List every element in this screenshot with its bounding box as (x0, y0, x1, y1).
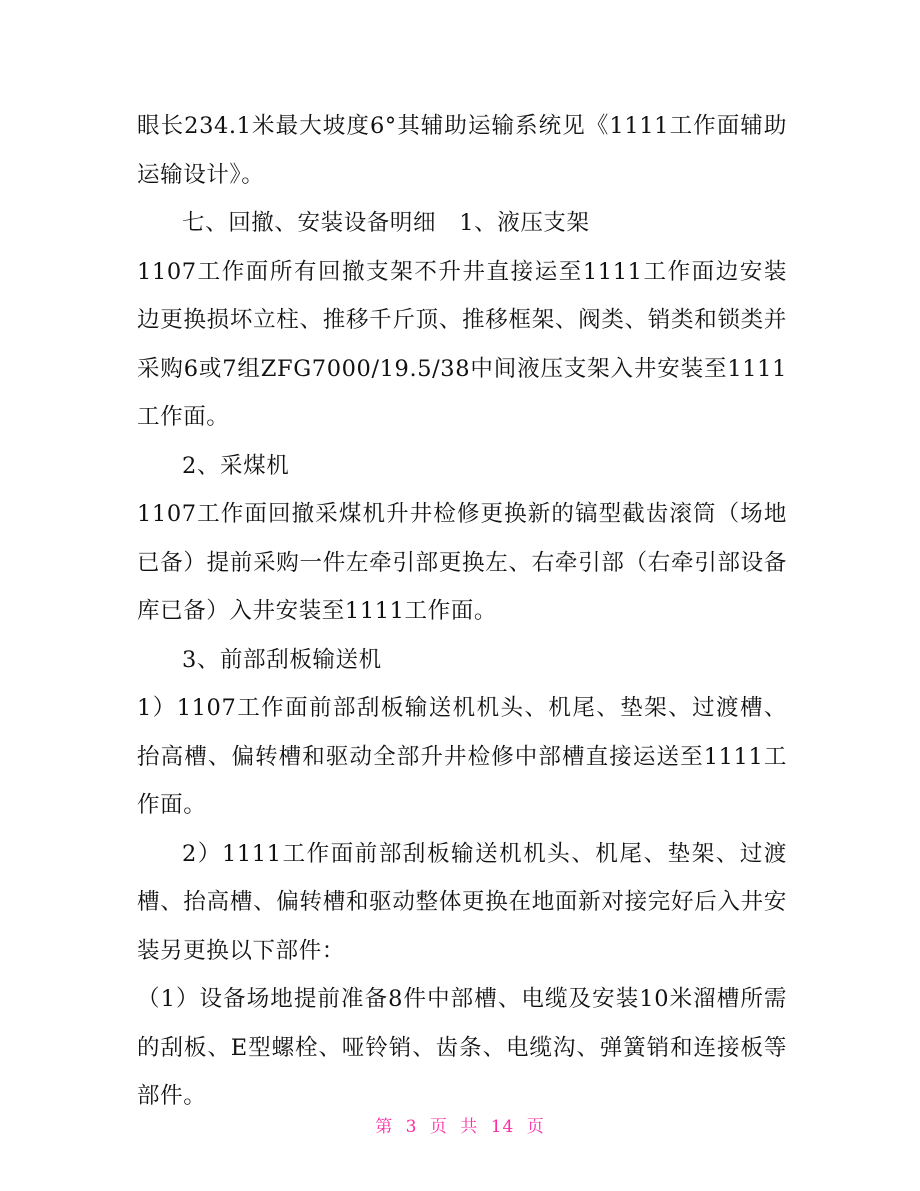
paragraph-4: 2、采煤机 (182, 452, 290, 479)
paragraph-1: 眼长234.1米最大坡度6°其辅助运输系统见《1111工作面辅助运输设计》。 (137, 113, 787, 188)
document-body (137, 102, 787, 1121)
paragraph-8: 2）1111工作面前部刮板输送机机头、机尾、垫架、过渡槽、抬高槽、偏转槽和驱动整体更换在地面新对接完好后入井安装另更换以下部件： (137, 840, 787, 964)
footer-total-unit: 页 (526, 1117, 545, 1137)
paragraph-2: 七、回撤、安装设备明细 1、液压支架 (182, 210, 590, 236)
paragraph-9: （1）设备场地提前准备8件中部槽、电缆及安装10米溜槽所需的刮板、E型螺栓、哑铃销、齿条、电缆沟、弹簧销和连接板等部件。 (137, 986, 787, 1109)
paragraph-7: 1）1107工作面前部刮板输送机机头、机尾、垫架、过渡槽、抬高槽、偏转槽和驱动全部升井检修中部槽直接运送至1111工作面。 (137, 695, 787, 818)
footer-page-number: 3 (405, 1117, 418, 1137)
footer-prefix: 第 (375, 1117, 394, 1137)
paragraph-5: 1107工作面回撤采煤机升井检修更换新的镐型截齿滚筒（场地已备）提前采购一件左牵引部更换左、右牵引部（右牵引部设备库已备）入井安装至1111工作面。 (137, 501, 787, 624)
paragraph-6: 3、前部刮板输送机 (182, 646, 382, 673)
footer-total-pages: 14 (490, 1117, 515, 1137)
page-footer (0, 1112, 920, 1137)
footer-total-prefix: 共 (460, 1117, 479, 1137)
paragraph-3: 1107工作面所有回撤支架不升井直接运至1111工作面边安装边更换损坏立柱、推移千斤顶、推移框架、阀类、销类和锁类并采购6或7组ZFG7000/19.5/38中间液压支架入井安装至1111工作面。 (137, 258, 787, 430)
footer-page-unit: 页 (429, 1117, 448, 1137)
